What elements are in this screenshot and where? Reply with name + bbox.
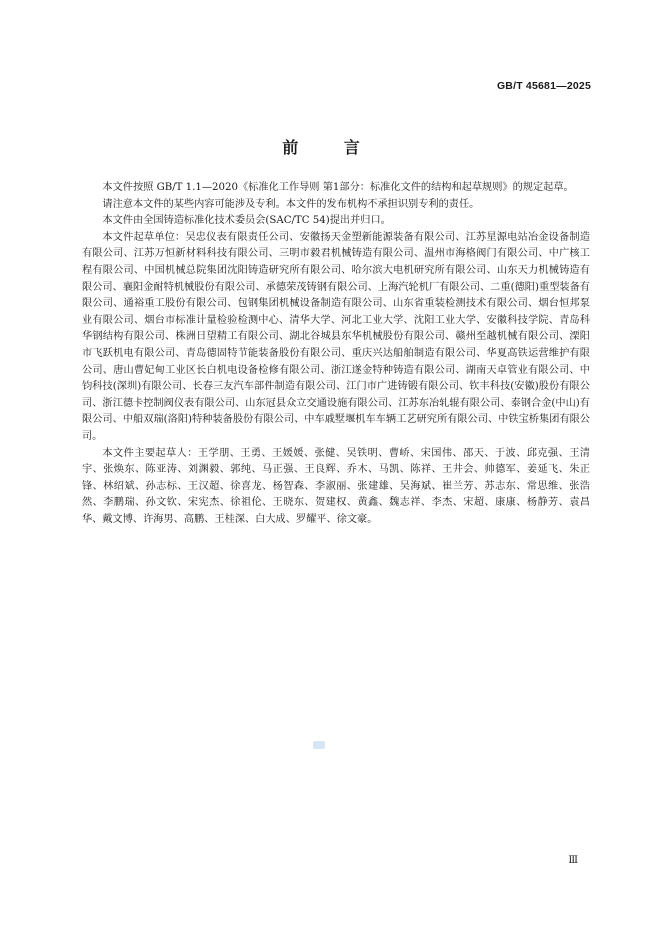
paragraph-committee: 本文件由全国铸造标准化技术委员会(SAC/TC 54)提出并归口。	[102, 215, 391, 227]
paragraph-drafting-rules: 本文件按照 GB/T 1.1—2020《标准化工作导则 第1部分：标准化文件的结构和起草规则》的规定起草。	[102, 182, 574, 193]
page-number: Ⅲ	[568, 855, 578, 866]
paragraph-patent-notice: 请注意本文件的某些内容可能涉及专利。本文件的发布机构不承担识别专利的责任。	[102, 198, 480, 210]
watermark-logo	[313, 741, 325, 749]
page-title: 前 言	[282, 138, 380, 157]
foreword-body	[82, 180, 590, 528]
paragraph-drafting-units: 本文件起草单位：吴忠仪表有限责任公司、安徽扬天金塑新能源装备有限公司、江苏星源电站冶金设备制造有限公司、江苏万恒新材料科技有限公司、三明市毅君机械铸造有限公司、温州市海格阀门有限公司、中广核工程有限公司、中国机械总院集团沈阳铸造研究所有限公司、哈尔滨大电机研究所有限公司、山东天力机械铸造有限公司、襄阳金耐特机械股份有限公司、承德荣茂铸钢有限公司、上海汽轮机厂有限公司、二重(德阳)重型装备有限公司、通裕重工股份有限公司、包钢集团机械设备制造有限公司、山东省重装检测技术有限公司、烟台恒邦泵业有限公司、烟台市标准计量检验检测中心、清华大学、河北工业大学、沈阳工业大学、安徽科技学院、青岛科华钢结构有限公司、株洲日望精工有限公司、湖北谷城县东华机械股份有限公司、赣州至越机械有限公司、溧阳市飞跃机电有限公司、青岛德固特节能装备股份有限公司、重庆兴达船舶制造有限公司、华夏高铁运营维护有限公司、唐山曹妃甸工业区长白机电设备检修有限公司、浙江遂金特种铸造有限公司、湖南天卓管业有限公司、中钧科技(深圳)有限公司、长春三友汽车部件制造有限公司、江门市广进铸锻有限公司、钦丰科技(安徽)股份有限公司、浙江德卡控制阀仪表有限公司、山东冠县众立交通设施有限公司、江苏东冶轧辊有限公司、泰钢合金(中山)有限公司、中船双瑞(洛阳)特种装备股份有限公司、中车戚墅堰机车车辆工艺研究所有限公司、中铁宝桥集团有限公司。	[82, 231, 590, 442]
paragraph-drafters: 本文件主要起草人：王学朋、王勇、王媛媛、张健、吴铁明、曹峤、宋国伟、邵天、于波、邱克强、王清宇、张焕东、陈亚涛、刘渊毅、郭纯、马正强、王良辉、乔木、马凯、陈祥、王井会、帅德军、姜延飞、朱正锋、林绍斌、孙志标、王汉超、徐喜龙、杨智森、李淑丽、张建雄、吴海斌、崔兰芳、苏志东、常思维、张浩然、李鹏瑞、孙文钦、宋宪杰、徐祖伦、王晓东、贺建权、黄鑫、魏志祥、李杰、宋超、康康、杨静芳、袁昌华、戴文博、许海男、高鹏、王桂深、白大成、罗耀平、徐文豪。	[82, 447, 590, 525]
standard-number: GB/T 45681—2025	[496, 80, 591, 92]
